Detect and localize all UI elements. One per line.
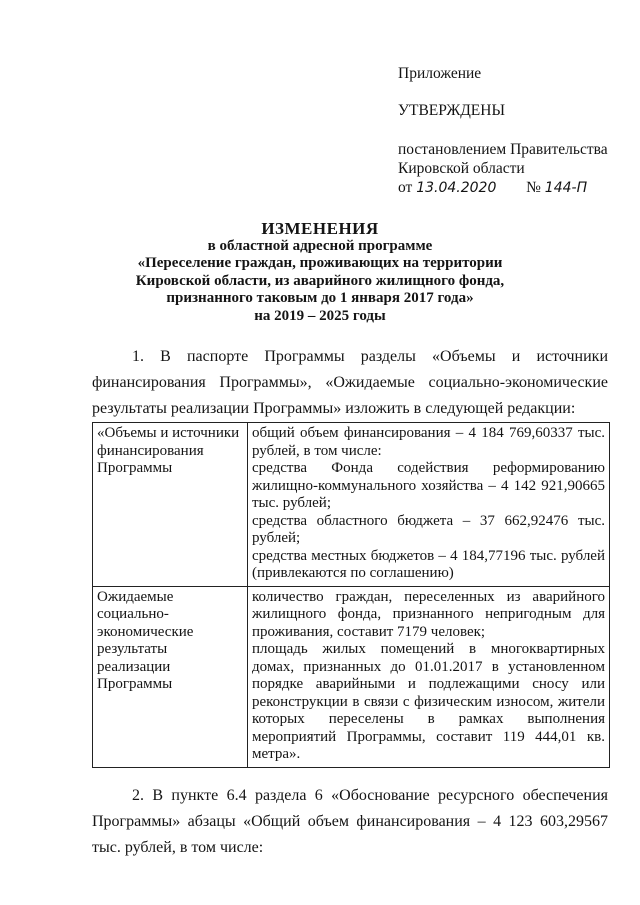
handwritten-number: 144-П bbox=[544, 180, 588, 196]
approval-block bbox=[398, 64, 628, 198]
row-1-content bbox=[248, 423, 610, 587]
date-number-line bbox=[398, 178, 628, 198]
row-1-label: «Объемы и источники финансирования Программы bbox=[93, 423, 248, 587]
handwritten-date: 13.04.2020 bbox=[416, 180, 497, 196]
row-1-line: общий объем финансирования – 4 184 769,60337 тыс. рублей, в том числе: bbox=[252, 425, 605, 459]
row-1-line: средства областного бюджета – 37 662,92476 тыс. рублей; bbox=[252, 512, 605, 546]
title-heading: ИЗМЕНЕНИЯ bbox=[261, 219, 379, 238]
paragraph-1-text: 1. В паспорте Программы разделы «Объемы и источники финансирования Программы», «Ожидаемые социально-экономические результаты реализации Программы» изложить в следующей редакции: bbox=[92, 348, 608, 417]
number-prefix: № bbox=[526, 179, 541, 196]
date-prefix: от bbox=[398, 179, 413, 196]
paragraph-2 bbox=[92, 783, 608, 861]
row-1-line: средства местных бюджетов – 4 184,77196 тыс. рублей (привлекаются по соглашению) bbox=[252, 547, 605, 581]
title-line-4: признанного таковым до 1 января 2017 года» bbox=[166, 290, 474, 306]
resolution-label: постановлением Правительства bbox=[398, 141, 608, 158]
appendix-label: Приложение bbox=[398, 65, 482, 82]
title-line-5: на 2019 – 2025 годы bbox=[254, 307, 386, 324]
table-row bbox=[93, 586, 610, 767]
row-2-content bbox=[248, 586, 610, 767]
row-2-label: Ожидаемые социально-экономические результаты реализации Программы bbox=[93, 586, 248, 767]
table-row bbox=[93, 423, 610, 587]
paragraph-2-text: 2. В пункте 6.4 раздела 6 «Обоснование ресурсного обеспечения Программы» абзацы «Общий объем финансирования – 4 123 603,29567 тыс. рублей, в том числе: bbox=[92, 787, 608, 856]
title-line-2: «Переселение граждан, проживающих на территории bbox=[137, 255, 503, 271]
title-line-1: в областной адресной программе bbox=[207, 237, 433, 254]
program-passport-table bbox=[92, 422, 610, 768]
title-line-3: Кировской области, из аварийного жилищного фонда, bbox=[135, 272, 505, 289]
row-2-line: площадь жилых помещений в многоквартирных домах, признанных до 01.01.2017 в установленном порядке аварийными и подлежащими сносу или реконструкции в связи с физическим износом, жители которых переселены в рамках выполнения мероприятий Программы, составит 119 444,01 кв. метра». bbox=[252, 641, 605, 762]
government-name: Кировской области bbox=[398, 160, 525, 177]
document-title bbox=[100, 220, 540, 325]
approved-label: УТВЕРЖДЕНЫ bbox=[398, 102, 505, 119]
row-1-line: средства Фонда содействия реформированию жилищно-коммунального хозяйства – 4 142 921,90665 тыс. рублей; bbox=[252, 460, 605, 511]
paragraph-1 bbox=[92, 344, 608, 422]
row-2-line: количество граждан, переселенных из аварийного жилищного фонда, признанного непригодным для проживания, составит 7179 человек; bbox=[252, 588, 605, 640]
